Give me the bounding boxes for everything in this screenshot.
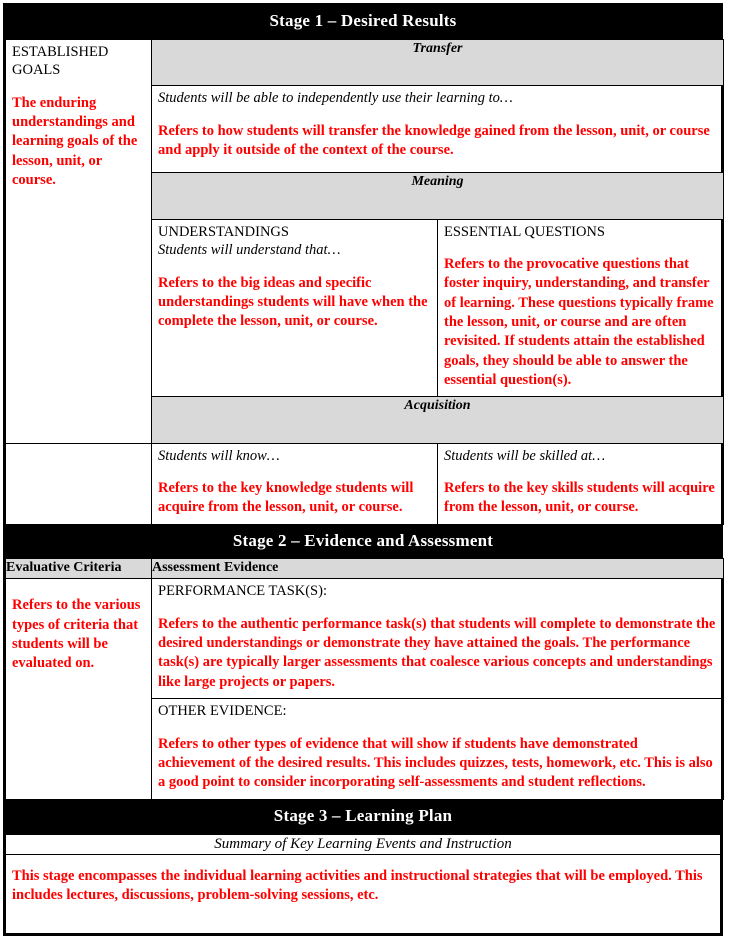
stage-3-body-row <box>6 855 721 934</box>
acquisition-band: Acquisition <box>152 397 724 444</box>
understandings-description: Refers to the big ideas and specific understandings students will have when the complete the lesson, unit, or course. <box>158 274 428 330</box>
other-evidence-heading: OTHER EVIDENCE: <box>158 702 287 719</box>
stage-3-banner: Stage 3 – Learning Plan <box>5 800 721 834</box>
evaluative-criteria-cell <box>6 579 152 800</box>
performance-task-description: Refers to the authentic performance task(s) that students will complete to demonstrate the desired understandings or demonstrate they have attained the goals. The performance task(s) are typically larger assessments that coalesce various concepts and understandings like large projects or papers. <box>158 615 716 690</box>
knowledge-prompt: Students will know… <box>158 447 280 464</box>
stage-1-banner: Stage 1 – Desired Results <box>5 5 721 39</box>
knowledge-cell <box>152 443 438 524</box>
stage-2-banner: Stage 2 – Evidence and Assessment <box>5 525 721 559</box>
understandings-heading: UNDERSTANDINGS <box>158 223 289 240</box>
knowledge-description: Refers to the key knowledge students will acquire from the lesson, unit, or course. <box>158 480 414 516</box>
stage-3-description: This stage encompasses the individual learning activities and instructional strategies that will be employed. This includes lectures, discussions, problem-solving sessions, etc. <box>12 868 703 904</box>
stage-1-table <box>5 39 724 525</box>
performance-task-cell <box>152 579 724 699</box>
understandings-prompt: Students will understand that… <box>158 242 341 259</box>
stage-2-header-row <box>6 559 724 579</box>
other-evidence-cell <box>152 698 724 799</box>
stage-3-table <box>5 834 721 935</box>
established-goals-heading: ESTABLISHED GOALS <box>12 43 109 79</box>
stage-3-subtitle: Summary of Key Learning Events and Instruction <box>6 834 721 855</box>
stage-3-subtitle-row <box>6 834 721 855</box>
understandings-cell <box>152 219 438 397</box>
evaluative-criteria-description: Refers to the various types of criteria that students will be evaluated on. <box>12 597 141 672</box>
stage-1-transfer-row <box>6 39 724 85</box>
stage-2-table <box>5 558 724 800</box>
skills-cell <box>438 443 724 524</box>
skills-description: Refers to the key skills students will acquire from the lesson, unit, or course. <box>444 480 715 516</box>
acquisition-left-spacer <box>6 443 152 524</box>
assessment-evidence-heading: Assessment Evidence <box>152 559 724 579</box>
essential-questions-description: Refers to the provocative questions that foster inquiry, understanding, and transfer of learning. These questions typically frame the lesson, unit, or course and are often revisited. If students attain the established goals, they should be able to answer the essential question(s). <box>444 256 714 388</box>
acquisition-content-row <box>6 443 724 524</box>
essential-questions-heading: ESSENTIAL QUESTIONS <box>444 223 605 240</box>
skills-prompt: Students will be skilled at… <box>444 447 606 464</box>
essential-questions-cell <box>438 219 724 397</box>
ubd-template-document <box>3 3 723 936</box>
other-evidence-description: Refers to other types of evidence that will show if students have demonstrated achievement of the desired results. This includes quizzes, tests, homework, etc. This is also a good point to consider incorporating self-assessments and student reflections. <box>158 735 713 791</box>
transfer-prompt: Students will be able to independently use their learning to… <box>158 90 513 107</box>
meaning-band: Meaning <box>152 173 724 219</box>
established-goals-cell <box>6 39 152 443</box>
stage-3-body-cell <box>6 855 721 934</box>
performance-task-row <box>6 579 724 699</box>
established-goals-description: The enduring understandings and learning goals of the lesson, unit, or course. <box>12 94 138 188</box>
transfer-band: Transfer <box>152 39 724 85</box>
transfer-description: Refers to how students will transfer the knowledge gained from the lesson, unit, or course and apply it outside of the context of the course. <box>158 122 710 158</box>
transfer-cell <box>152 86 724 173</box>
evaluative-criteria-heading: Evaluative Criteria <box>6 559 152 579</box>
performance-task-heading: PERFORMANCE TASK(S): <box>158 583 327 600</box>
